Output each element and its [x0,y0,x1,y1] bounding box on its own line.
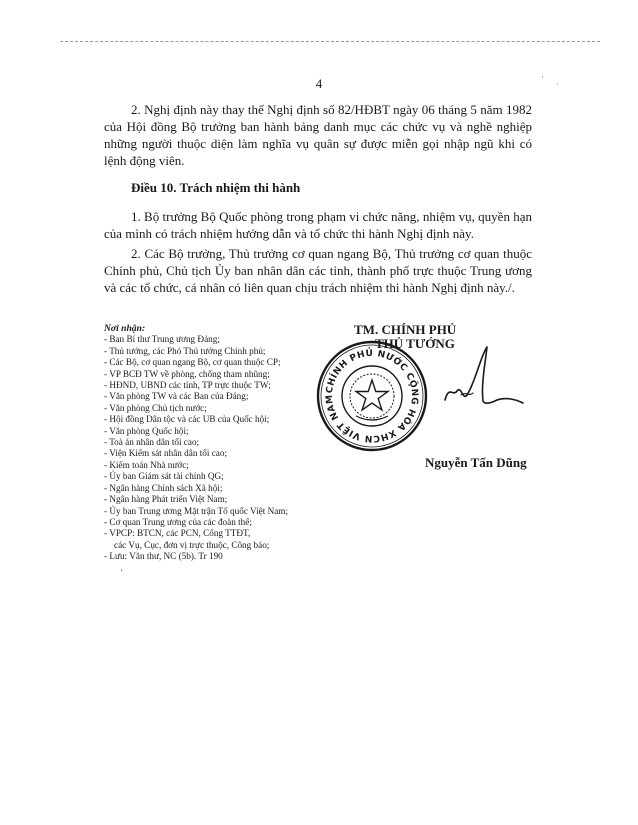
recipient-item-continuation: các Vụ, Cục, đơn vị trực thuộc, Công báo; [114,539,270,550]
page-number: 4 [315,76,323,91]
signature-title: THỦ TƯỚNG [375,336,455,351]
paragraph-implementation: 2. Các Bộ trưởng, Thủ trưởng cơ quan ngang Bộ, Thủ trưởng cơ quan thuộc Chính phủ, Chủ tịch Ủy ban nhân dân các tỉnh, thành phố trực thuộc Trung ương và các tổ chức, cá nhân có liên quan chịu trách nhiệm thi hành Nghị định này./. [104,246,532,295]
recipients-list [104,323,334,563]
paragraph-defense-ministry: 1. Bộ trưởng Bộ Quốc phòng trong phạm vi chức năng, nhiệm vụ, quyền hạn của mình có trách nhiệm hướng dẫn và tổ chức thi hành Nghị định này. [104,209,532,241]
recipient-item: - Viện Kiểm sát nhân dân tối cao; [104,448,228,459]
scan-mark: · [556,80,559,89]
recipient-item: - Các Bộ, cơ quan ngang Bộ, cơ quan thuộc CP; [104,357,281,368]
top-border-line [60,41,600,42]
recipient-item: - Kiểm toán Nhà nước; [104,459,189,470]
recipient-item: - Ủy ban Giám sát tài chính QG; [104,471,224,482]
paragraph-replacement-clause: 2. Nghị định này thay thế Nghị định số 82/HĐBT ngày 06 tháng 5 năm 1982 của Hội đồng Bộ trưởng ban hành bảng danh mục các chức vụ và nghề nghiệp những người thuộc diện làm nghĩa vụ quân sự được miễn gọi nhập ngũ khi có lệnh động viên. [104,102,532,168]
recipient-item: - VP BCĐ TW về phòng, chống tham nhũng; [104,368,270,379]
government-seal-icon [316,340,428,452]
recipient-item: - Thủ tướng, các Phó Thủ tướng Chính phủ; [104,345,266,356]
recipient-item: - Hội đồng Dân tộc và các UB của Quốc hội; [104,414,270,425]
seal-text: CHÍNH PHỦ NƯỚC CỘNG HÒA XHCN VIỆT NAM [324,348,420,444]
recipient-item: - Văn phòng Chủ tịch nước; [104,402,207,413]
recipient-item: - VPCP: BTCN, các PCN, Cổng TTĐT, [104,528,251,539]
signature-org: TM. CHÍNH PHỦ [354,322,457,337]
recipient-item: - Cơ quan Trung ương của các đoàn thể; [104,516,252,527]
svg-text:CHÍNH PHỦ NƯỚC CỘNG HÒA XHCN V [325,346,419,443]
handwritten-signature [435,345,525,415]
signer-name: Nguyễn Tấn Dũng [425,455,527,470]
recipient-item: - Văn phòng Quốc hội; [104,425,189,436]
scan-mark: ' [121,568,123,577]
recipient-item: - Ủy ban Trung ương Mặt trận Tổ quốc Việt Nam; [104,505,289,516]
recipient-item: - Văn phòng TW và các Ban của Đảng; [104,391,249,402]
scan-mark: · [541,72,544,82]
recipient-item: - Ngân hàng Phát triển Việt Nam; [104,494,228,505]
recipient-item: - Ban Bí thư Trung ương Đảng; [104,334,220,345]
recipient-item: - Toà án nhân dân tối cao; [104,437,200,448]
recipient-item: - HĐND, UBND các tỉnh, TP trực thuộc TW; [104,380,271,391]
recipient-item: - Ngân hàng Chính sách Xã hội; [104,482,223,493]
recipient-archive-item: - Lưu: Văn thư, NC (5b). Tr 190 [104,551,223,562]
article-10-heading: Điều 10. Trách nhiệm thi hành [131,180,301,195]
recipients-title: Nơi nhận: [104,323,146,334]
